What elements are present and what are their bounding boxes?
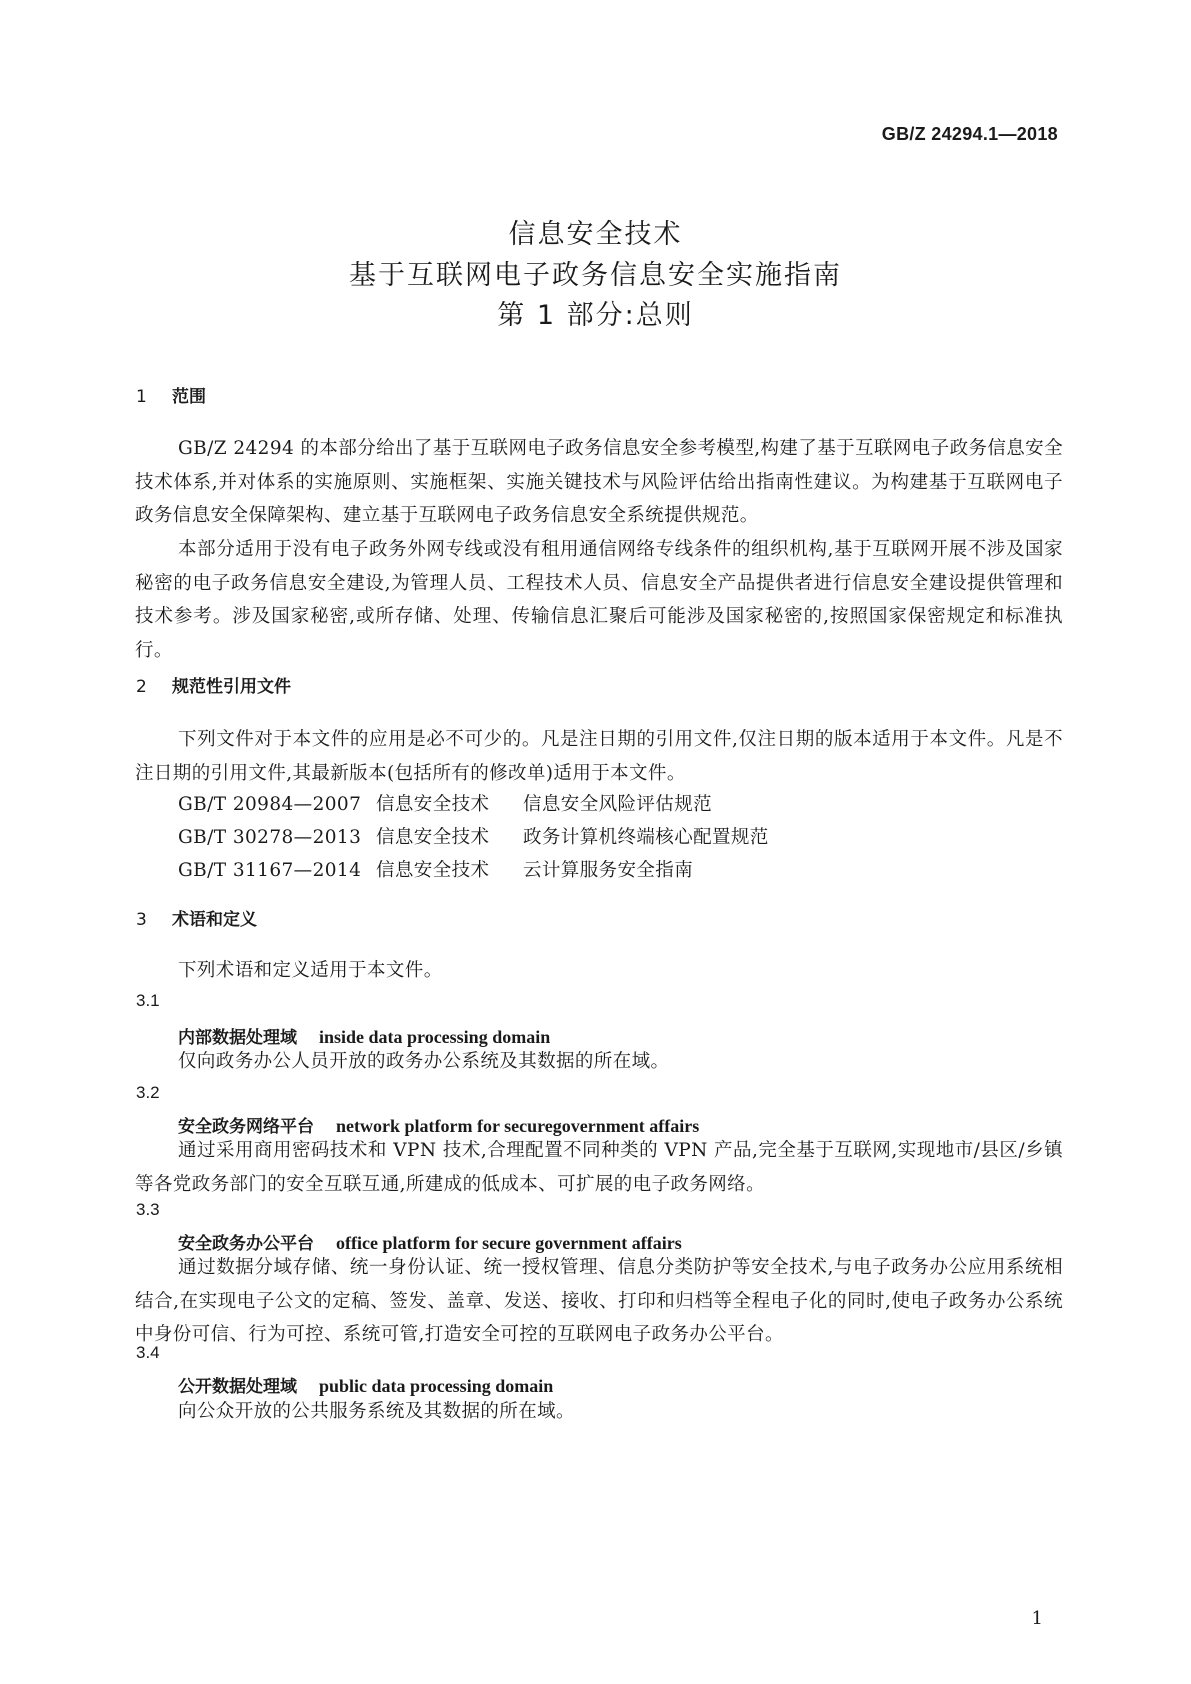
reference-title: 云计算服务安全指南: [523, 860, 694, 881]
section-number: 2: [136, 677, 147, 697]
section-title: 术语和定义: [172, 910, 257, 930]
term-number: 3.1: [136, 991, 160, 1010]
section-1-heading: [136, 382, 206, 407]
section-number: 3: [136, 910, 147, 930]
term-definition: 通过采用商用密码技术和 VPN 技术,合理配置不同种类的 VPN 产品,完全基于互联网,实现地市/县区/乡镇等各党政务部门的安全互联互通,所建成的低成本、可扩展的电子政务网络。: [135, 1140, 1063, 1195]
reference-code: GB/T 31167—2014: [178, 860, 362, 881]
title-line-3: 第 1 部分:总则: [497, 300, 694, 331]
reference-code: GB/T 30278—2013: [178, 827, 362, 848]
term-number: 3.2: [136, 1083, 160, 1102]
term-en: office platform for secure government affairs: [336, 1233, 682, 1253]
reference-item: [178, 790, 712, 816]
paragraph: 本部分适用于没有电子政务外网专线或没有租用通信网络专线条件的组织机构,基于互联网开展不涉及国家秘密的电子政务信息安全建设,为管理人员、工程技术人员、信息安全产品提供者进行信息安全建设提供管理和技术参考。涉及国家秘密,或所存储、处理、传输信息汇聚后可能涉及国家秘密的,按照国家保密规定和标准执行。: [135, 539, 1063, 661]
terms-intro: 下列术语和定义适用于本文件。: [178, 960, 443, 981]
section-title: 范围: [172, 387, 206, 407]
reference-series: 信息安全技术: [376, 827, 490, 848]
term-en: inside data processing domain: [319, 1027, 551, 1047]
term-zh: 安全政务办公平台: [178, 1234, 314, 1254]
reference-item: [178, 856, 693, 882]
standard-code: GB/Z 24294.1—2018: [881, 124, 1058, 144]
term-heading: [178, 1372, 553, 1397]
paragraph: GB/Z 24294 的本部分给出了基于互联网电子政务信息安全参考模型,构建了基于互联网电子政务信息安全技术体系,并对体系的实施原则、实施框架、实施关键技术与风险评估给出指南性建议。为构建基于互联网电子政务信息安全保障架构、建立基于互联网电子政务信息安全系统提供规范。: [135, 438, 1063, 526]
term-zh: 公开数据处理域: [178, 1377, 297, 1397]
section-title: 规范性引用文件: [172, 677, 291, 697]
term-en: network platform for securegovernment affairs: [336, 1116, 700, 1136]
page-number: 1: [1031, 1608, 1043, 1629]
section-3-heading: [136, 905, 257, 930]
term-definition: 仅向政务办公人员开放的政务办公系统及其数据的所在域。: [178, 1051, 670, 1072]
reference-title: 政务计算机终端核心配置规范: [523, 827, 769, 848]
term-zh: 安全政务网络平台: [178, 1117, 314, 1137]
term-zh: 内部数据处理域: [178, 1028, 297, 1048]
reference-code: GB/T 20984—2007: [178, 794, 362, 815]
term-number: 3.4: [136, 1343, 160, 1362]
paragraph: 下列文件对于本文件的应用是必不可少的。凡是注日期的引用文件,仅注日期的版本适用于本文件。凡是不注日期的引用文件,其最新版本(包括所有的修改单)适用于本文件。: [135, 729, 1063, 784]
title-line-2: 基于互联网电子政务信息安全实施指南: [349, 260, 842, 291]
reference-title: 信息安全风险评估规范: [523, 794, 713, 815]
reference-series: 信息安全技术: [376, 860, 490, 881]
section-number: 1: [136, 387, 147, 407]
term-en: public data processing domain: [319, 1376, 554, 1396]
term-number: 3.3: [136, 1200, 160, 1219]
term-definition: 通过数据分域存储、统一身份认证、统一授权管理、信息分类防护等安全技术,与电子政务办公应用系统相结合,在实现电子公文的定稿、签发、盖章、发送、接收、打印和归档等全程电子化的同时,使电子政务办公系统中身份可信、行为可控、系统可管,打造安全可控的互联网电子政务办公平台。: [135, 1257, 1063, 1345]
section-2-heading: [136, 672, 291, 697]
reference-item: [178, 823, 769, 849]
title-line-1: 信息安全技术: [508, 219, 683, 250]
term-definition: 向公众开放的公共服务系统及其数据的所在域。: [178, 1401, 575, 1422]
reference-series: 信息安全技术: [376, 794, 490, 815]
